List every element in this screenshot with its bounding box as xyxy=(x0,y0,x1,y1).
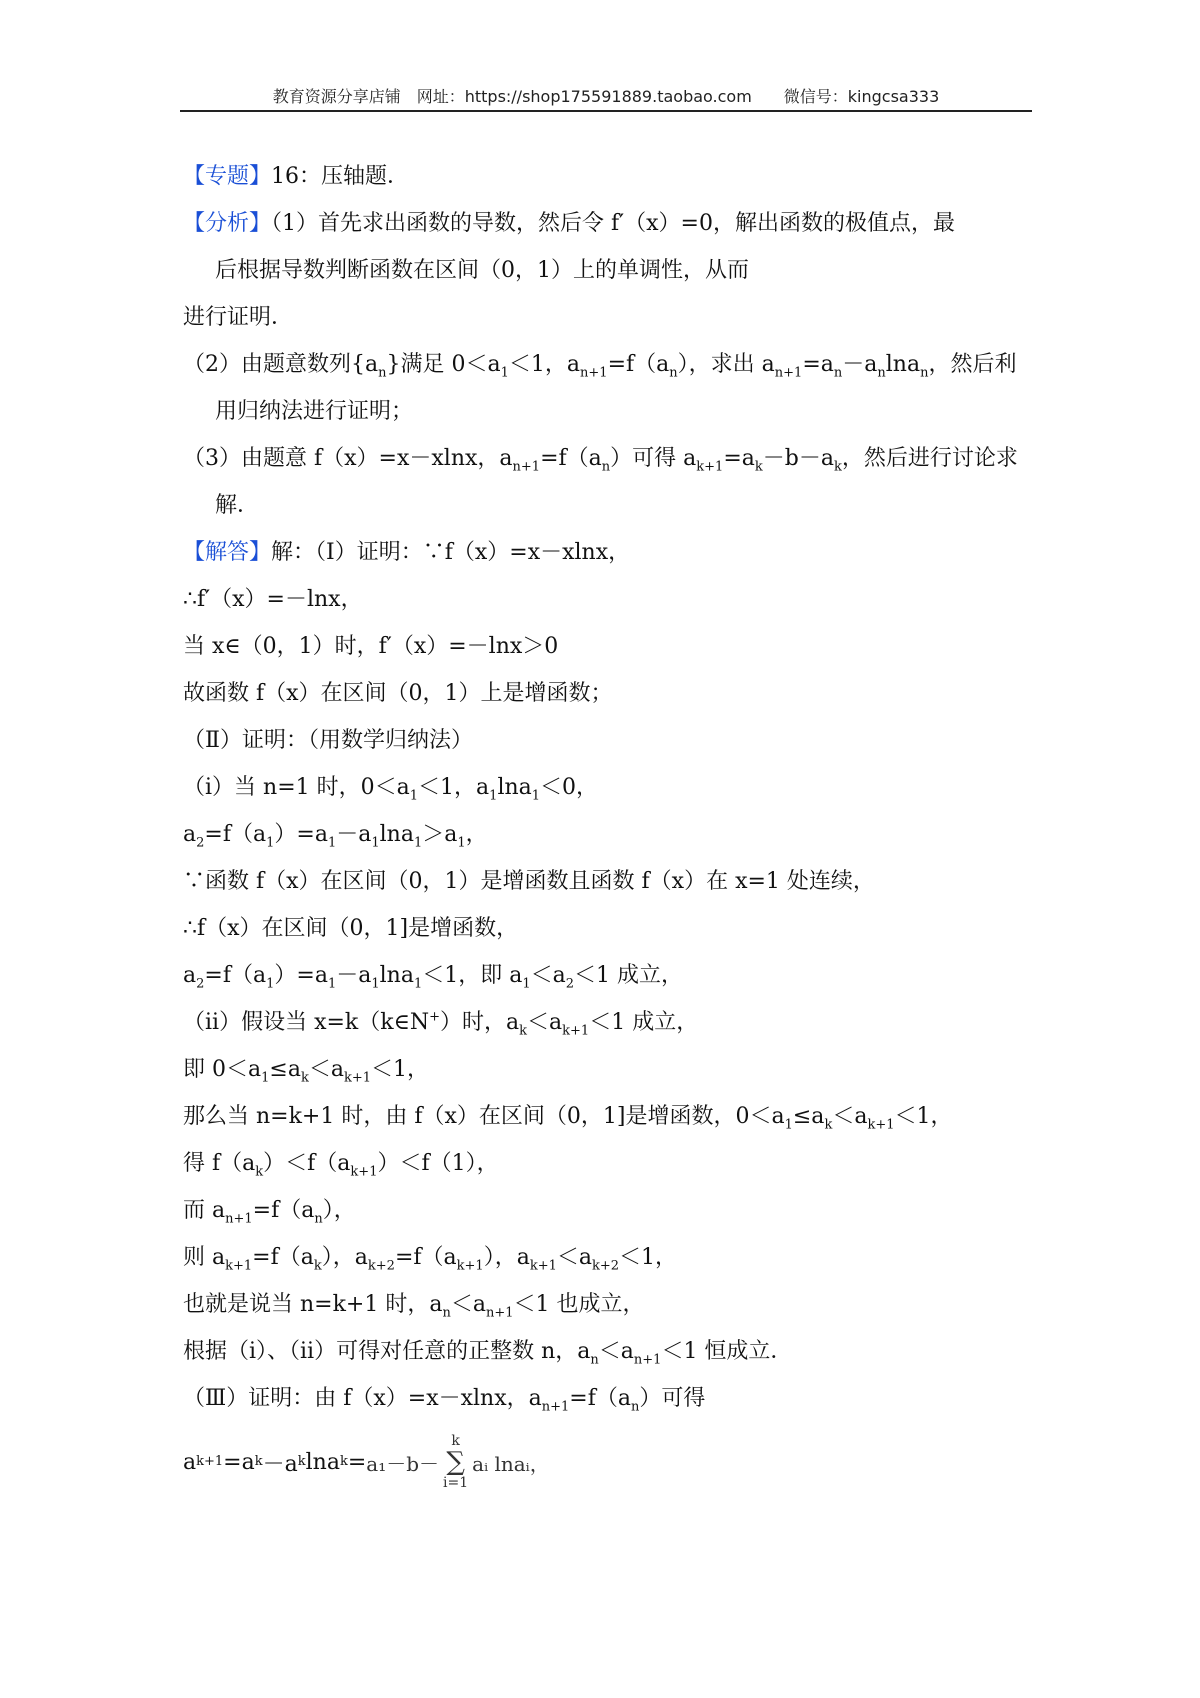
text: ＜1 恒成立． xyxy=(661,1339,793,1364)
answer-line-7 xyxy=(183,811,1028,858)
text: = xyxy=(347,1449,367,1475)
text: a xyxy=(183,1449,197,1475)
answer-line-19 xyxy=(183,1375,1028,1422)
subscript: k+1 xyxy=(562,1023,590,1039)
answer-line-2: ∴f′（x）=－lnx， xyxy=(183,587,363,612)
subscript: n xyxy=(601,459,611,475)
subscript: 1 xyxy=(266,976,275,992)
superscript: + xyxy=(429,1009,441,1025)
text: a xyxy=(183,822,197,847)
text: ）， xyxy=(322,1198,356,1223)
text: lna xyxy=(305,1449,340,1475)
text: ＜1， xyxy=(894,1104,953,1129)
subscript: k+1 xyxy=(343,1070,372,1086)
text: －a xyxy=(336,963,372,988)
text: －a xyxy=(262,1451,298,1477)
topic-tag: 【专题】 xyxy=(183,164,272,189)
subscript: n+1 xyxy=(633,1352,662,1368)
text: ），求出 a xyxy=(677,352,775,377)
text: （ii）假设当 x=k（k∈N xyxy=(183,1010,430,1035)
subscript: k+1 xyxy=(350,1164,378,1180)
subscript: n xyxy=(877,365,886,381)
text: ）＜f（1）， xyxy=(377,1151,499,1176)
text: ），a xyxy=(483,1245,530,1270)
answer-line-14 xyxy=(183,1140,1028,1187)
text: －a xyxy=(336,822,372,847)
text: =f（a xyxy=(607,352,670,377)
text: ＞a xyxy=(422,822,458,847)
text: lna xyxy=(885,352,921,377)
subscript: 1 xyxy=(371,976,380,992)
subscript: k xyxy=(833,459,842,475)
text: 也就是说当 n=k+1 时，a xyxy=(183,1292,443,1317)
subscript: k+1 xyxy=(529,1258,557,1274)
subscript: n+1 xyxy=(225,1211,253,1227)
text: ）可得 xyxy=(639,1386,706,1411)
subscript: 1 xyxy=(409,788,419,804)
text: ， xyxy=(465,822,488,847)
text: （Ⅲ）证明：由 f（x）=x－xlnx，a xyxy=(183,1386,542,1411)
answer-line-12 xyxy=(183,1046,1028,1093)
subscript: k+2 xyxy=(591,1258,620,1274)
subscript: n xyxy=(590,1352,599,1368)
answer-line-16 xyxy=(183,1234,1028,1281)
text: a xyxy=(183,963,197,988)
answer-line-10 xyxy=(183,952,1028,999)
topic-line xyxy=(183,153,1028,200)
text: ）可得 a xyxy=(610,446,697,471)
text: ＜a xyxy=(598,1339,634,1364)
subscript: 1 xyxy=(371,835,380,851)
text: =a xyxy=(723,446,755,471)
text: －a xyxy=(842,352,878,377)
text: ）=a xyxy=(274,822,328,847)
text: ＜a xyxy=(527,1010,563,1035)
analysis-line-7: 解． xyxy=(215,493,260,518)
answer-line-20: a k+1 =a k －a k lna k = a₁－b－ k ∑ i=1 aᵢ lnaᵢ， xyxy=(183,1433,550,1491)
analysis-line-2: 后根据导数判断函数在区间（0，1）上的单调性，从而 xyxy=(215,258,749,283)
subscript: k xyxy=(300,1070,309,1086)
subscript: n+1 xyxy=(485,1305,514,1321)
subscript: k+1 xyxy=(696,459,724,475)
subscript: 1 xyxy=(784,1117,793,1133)
text: ）时，a xyxy=(440,1010,520,1035)
text: }满足 0＜a xyxy=(386,352,501,377)
analysis-line-5: 用归纳法进行证明； xyxy=(215,399,414,424)
text: ＜1，a xyxy=(508,352,581,377)
text: =f（a xyxy=(569,1386,631,1411)
document-body xyxy=(183,153,1028,1502)
subscript: n xyxy=(833,365,843,381)
text: ，然后利 xyxy=(928,352,1017,377)
text: 解：（Ⅰ）证明：∵f（x）=x－xlnx， xyxy=(271,540,631,565)
subscript: 1 xyxy=(266,835,275,851)
text: =f（a xyxy=(204,822,267,847)
text: （2）由题意数列{a xyxy=(183,352,379,377)
text: （3）由题意 f（x）=x－xlnx，a xyxy=(183,446,513,471)
subscript: n+1 xyxy=(512,459,541,475)
subscript: 1 xyxy=(489,788,498,804)
analysis-line-1 xyxy=(183,200,1028,247)
answer-line-18 xyxy=(183,1328,1028,1375)
subscript: 1 xyxy=(327,835,337,851)
text: lna xyxy=(379,963,414,988)
text: ＜a xyxy=(556,1245,592,1270)
subscript: n xyxy=(669,365,678,381)
text: ＜1，a xyxy=(418,775,490,800)
text: －b－a xyxy=(762,446,834,471)
subscript: 2 xyxy=(565,976,575,992)
subscript: n xyxy=(314,1211,323,1227)
text: （i）当 n=1 时，0＜a xyxy=(183,775,410,800)
sigma-symbol xyxy=(443,1433,468,1491)
text: =f（a xyxy=(252,1198,315,1223)
text: ＜1 成立， xyxy=(589,1010,699,1035)
analysis-line-3: 进行证明． xyxy=(183,305,294,330)
text: ＜1，即 a xyxy=(422,963,523,988)
subscript: n xyxy=(378,365,387,381)
text: =f（a xyxy=(394,1245,457,1270)
subscript: n+1 xyxy=(774,365,803,381)
text: lna xyxy=(497,775,532,800)
text: ＜0， xyxy=(540,775,599,800)
sum-upper-limit: k xyxy=(451,1433,460,1449)
subscript: k+1 xyxy=(225,1258,253,1274)
text: ＜a xyxy=(308,1057,344,1082)
subscript: 1 xyxy=(500,365,509,381)
summation-formula xyxy=(366,1433,549,1491)
analysis-line-4 xyxy=(183,341,1028,388)
text: ＜1 成立， xyxy=(574,963,684,988)
subscript: k+1 xyxy=(867,1117,895,1133)
subscript: 1 xyxy=(522,976,531,992)
text: =a xyxy=(802,352,834,377)
text: ），a xyxy=(321,1245,368,1270)
answer-line-13 xyxy=(183,1093,1028,1140)
text: ）＜f（a xyxy=(263,1151,351,1176)
text: 得 f（a xyxy=(183,1151,256,1176)
subscript: k+1 xyxy=(456,1258,484,1274)
header-divider xyxy=(180,110,1032,112)
text: =f（a xyxy=(252,1245,314,1270)
text: ≤a xyxy=(792,1104,825,1129)
subscript: k xyxy=(824,1117,833,1133)
answer-line-17 xyxy=(183,1281,1028,1328)
text: 根据（ⅰ）、（ⅱ）可得对任意的正整数 n，a xyxy=(183,1339,591,1364)
text: ）=a xyxy=(274,963,328,988)
analysis-tag: 【分析】 xyxy=(183,211,272,236)
subscript: 1 xyxy=(531,788,541,804)
text: ＜1， xyxy=(619,1245,678,1270)
subscript: 2 xyxy=(196,976,205,992)
subscript: k xyxy=(519,1023,528,1039)
text: 那么当 n=k+1 时，由 f（x）在区间（0，1]是增函数，0＜a xyxy=(183,1104,785,1129)
answer-line-4: 故函数 f（x）在区间（0，1）上是增函数； xyxy=(183,681,613,706)
subscript: k xyxy=(313,1258,322,1274)
answer-line-11 xyxy=(183,999,1028,1046)
subscript: 1 xyxy=(457,835,466,851)
text: 则 a xyxy=(183,1245,226,1270)
analysis-line-6 xyxy=(183,435,1028,482)
text: =f（a xyxy=(540,446,602,471)
text: 即 0＜a xyxy=(183,1057,262,1082)
answer-line-6 xyxy=(183,764,1028,811)
subscript: 1 xyxy=(261,1070,270,1086)
sum-lower-limit: i=1 xyxy=(443,1475,469,1491)
answer-line-8: ∵函数 f（x）在区间（0，1）是增函数且函数 f（x）在 x=1 处连续， xyxy=(183,869,875,894)
subscript: n+1 xyxy=(541,1399,570,1415)
sum-sign: ∑ xyxy=(446,1447,465,1477)
subscript: n xyxy=(631,1399,640,1415)
text: ＜a xyxy=(530,963,566,988)
answer-line-3: 当 x∈（0，1）时，f′（x）=－lnx＞0 xyxy=(183,634,559,659)
text: ＜1， xyxy=(371,1057,430,1082)
subscript: 2 xyxy=(196,835,205,851)
answer-line-15 xyxy=(183,1187,1028,1234)
subscript: 1 xyxy=(327,976,337,992)
subscript: k xyxy=(754,459,763,475)
subscript: k xyxy=(255,1164,264,1180)
subscript: n xyxy=(920,365,929,381)
answer-line-9: ∴f（x）在区间（0，1]是增函数， xyxy=(183,916,519,941)
text: ，然后进行讨论求 xyxy=(841,446,1018,471)
formula-prefix: a₁－b－ xyxy=(366,1451,440,1476)
subscript: k+2 xyxy=(367,1258,395,1274)
subscript: n xyxy=(442,1305,451,1321)
subscript: n+1 xyxy=(580,365,608,381)
text: ≤a xyxy=(269,1057,301,1082)
text: 而 a xyxy=(183,1198,226,1223)
subscript: 1 xyxy=(413,976,423,992)
answer-line-1 xyxy=(183,529,1028,576)
formula-suffix: aᵢ lnaᵢ， xyxy=(472,1451,550,1476)
analysis-text: （1）首先求出函数的导数，然后令 f′（x）=0，解出函数的极值点，最 xyxy=(271,211,955,236)
page-header: 教育资源分享店铺 网址：https://shop175591889.taobao.com 微信号：kingcsa333 xyxy=(272,87,940,106)
text: =a xyxy=(223,1449,255,1475)
text: =f（a xyxy=(204,963,267,988)
answer-tag: 【解答】 xyxy=(183,540,272,565)
text: ＜1 也成立， xyxy=(513,1292,645,1317)
topic-text: 16：压轴题． xyxy=(271,164,410,189)
text: ＜a xyxy=(450,1292,486,1317)
text: lna xyxy=(379,822,414,847)
text: ＜a xyxy=(832,1104,868,1129)
answer-line-5: （Ⅱ）证明：（用数学归纳法） xyxy=(183,728,473,753)
subscript: 1 xyxy=(413,835,423,851)
